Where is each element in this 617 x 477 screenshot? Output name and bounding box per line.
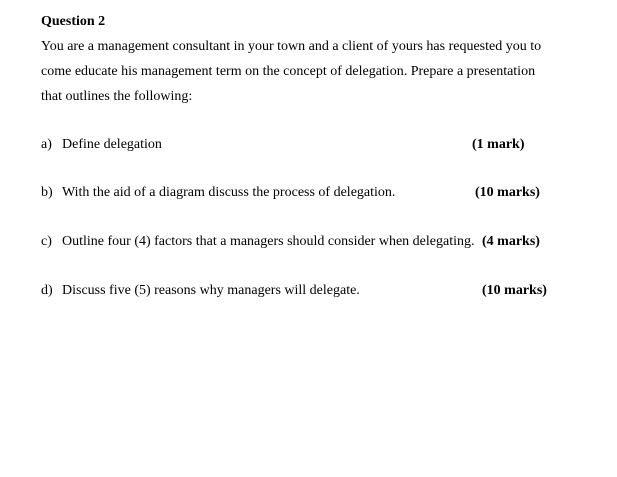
question-text-d: Discuss five (5) reasons why managers will delegate. [62,283,360,298]
question-label-d: d) [41,283,53,298]
question-heading: Question 2 [41,14,106,29]
question-label-b: b) [41,185,53,200]
question-text-a: Define delegation [62,137,162,152]
intro-line-3: that outlines the following: [41,89,193,104]
question-marks-d: (10 marks) [482,283,547,298]
question-text-b: With the aid of a diagram discuss the process of delegation. [62,185,396,200]
question-marks-a: (1 mark) [472,137,525,152]
question-marks-b: (10 marks) [475,185,540,200]
question-text-c: Outline four (4) factors that a managers should consider when delegating. [62,234,475,249]
question-marks-c: (4 marks) [482,234,540,249]
question-label-a: a) [41,137,52,152]
intro-line-2: come educate his management term on the concept of delegation. Prepare a presentation [41,64,536,79]
intro-line-1: You are a management consultant in your town and a client of yours has requested you to [41,39,542,54]
question-label-c: c) [41,234,52,249]
